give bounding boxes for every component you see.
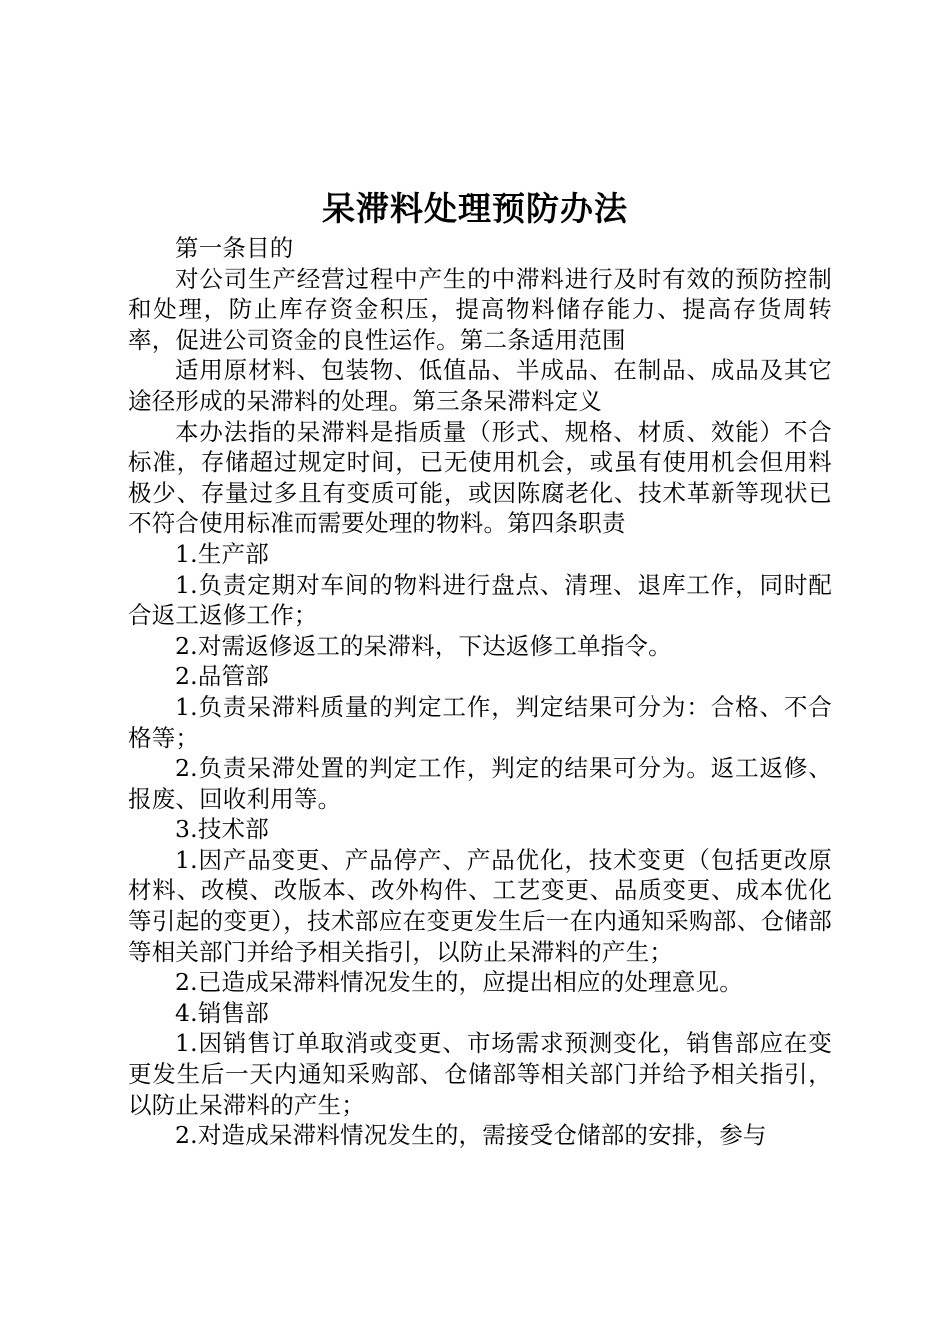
paragraph: 2.负责呆滞处置的判定工作，判定的结果可分为。返工返修、报废、回收利用等。 (128, 754, 832, 813)
section-heading: 3.技术部 (175, 815, 269, 844)
paragraph: 2.已造成呆滞料情况发生的，应提出相应的处理意见。 (175, 968, 743, 997)
paragraph: 本办法指的呆滞料是指质量（形式、规格、材质、效能）不合标准，存储超过规定时间，已无使用机会，或虽有使用机会但用料极少、存量过多且有变质可能，或因陈腐老化、技术革新等现状已不符合使用标准而需要处理的物料。第四条职责 (128, 417, 832, 538)
section-heading: 4.销售部 (175, 998, 269, 1027)
paragraph: 1.因销售订单取消或变更、市场需求预测变化，销售部应在变更发生后一天内通知采购部、仓储部等相关部门并给予相关指引，以防止呆滞料的产生； (128, 1029, 832, 1119)
paragraph: 第一条目的 (175, 234, 294, 262)
paragraph: 1.负责呆滞料质量的判定工作，判定结果可分为：合格、不合格等； (128, 692, 832, 752)
section-heading: 2.品管部 (175, 662, 269, 691)
document-body (128, 233, 832, 1151)
paragraph: 1.负责定期对车间的物料进行盘点、清理、退库工作，同时配合返工返修工作； (128, 570, 832, 630)
paragraph: 2.对需返修返工的呆滞料，下达返修工单指令。 (175, 631, 672, 660)
section-heading: 1.生产部 (175, 539, 269, 568)
paragraph: 适用原材料、包装物、低值品、半成品、在制品、成品及其它途径形成的呆滞料的处理。第三条呆滞料定义 (128, 356, 832, 415)
paragraph: 对公司生产经营过程中产生的中滞料进行及时有效的预防控制和处理，防止库存资金积压，提高物料储存能力、提高存货周转率，促进公司资金的良性运作。第二条适用范围 (128, 264, 832, 354)
paragraph: 1.因产品变更、产品停产、产品优化，技术变更（包括更改原材料、改模、改版本、改外构件、工艺变更、品质变更、成本优化等引起的变更），技术部应在变更发生后一在内通知采购部、仓储部等相关部门并给予相关指引，以防止呆滞料的产生； (128, 845, 832, 966)
paragraph: 2.对造成呆滞料情况发生的，需接受仓储部的安排，参与 (175, 1121, 767, 1150)
document-title: 呆滞料处理预防办法 (322, 189, 628, 228)
